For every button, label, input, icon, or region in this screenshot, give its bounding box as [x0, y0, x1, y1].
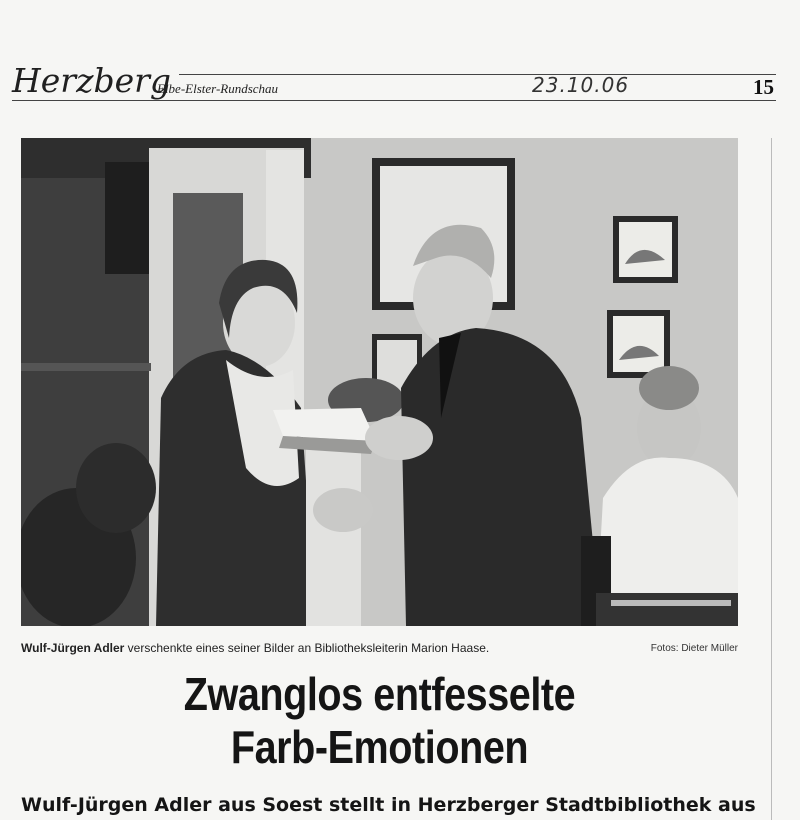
- headline-line-2: Farb-Emotionen: [230, 721, 529, 773]
- headline-line-1: Zwanglos entfesselte: [183, 668, 576, 720]
- caption-person-name: Wulf-Jürgen Adler: [21, 641, 125, 655]
- section-title: Herzberg: [12, 62, 179, 100]
- photo-credit: Fotos: Dieter Müller: [650, 643, 738, 654]
- article-subheadline: Wulf-Jürgen Adler aus Soest stellt in Herzberger Stadtbibliothek aus: [21, 794, 756, 816]
- handwritten-date: 23.10.06: [532, 73, 630, 97]
- newspaper-name: Elbe-Elster-Rundschau: [157, 81, 279, 96]
- column-rule: [771, 138, 772, 820]
- photo-caption: [21, 640, 489, 656]
- article-headline: [71, 668, 688, 774]
- masthead-rule-bottom: [12, 100, 776, 101]
- page-number: 15: [753, 75, 774, 99]
- photo-illustration: [21, 138, 738, 626]
- article-photo: [21, 138, 738, 626]
- caption-text: verschenkte eines seiner Bilder an Bibliotheksleiterin Marion Haase.: [124, 641, 490, 655]
- masthead: [12, 62, 776, 102]
